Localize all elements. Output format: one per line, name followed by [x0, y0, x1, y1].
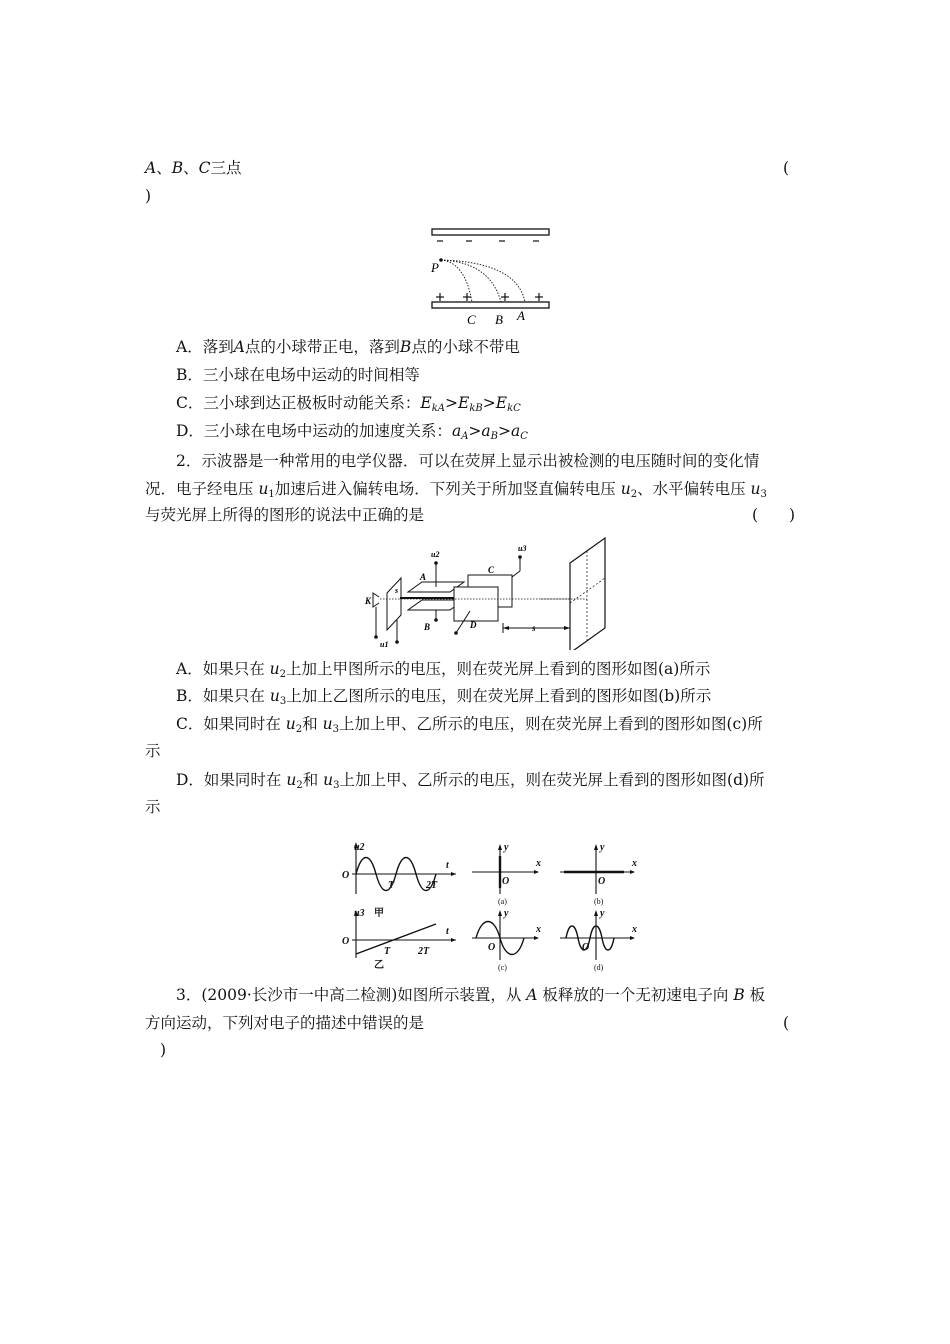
q2-l2-a: 况．电子经电压 — [145, 480, 259, 498]
yi-origin: O — [342, 936, 350, 947]
yi-t2: 2T — [418, 946, 430, 957]
point-b: B — [171, 159, 184, 177]
b-origin: O — [598, 876, 606, 887]
label-u1: u1 — [380, 640, 389, 649]
b-y-arrow — [594, 844, 598, 850]
q2-l2-u1: u — [258, 480, 269, 498]
u1-terminal-2 — [395, 640, 399, 644]
q2-l2-c: 、水平偏转电压 — [637, 480, 751, 498]
q1-option-d-s2: B — [490, 431, 499, 442]
q2-oc-s3: 3 — [332, 724, 339, 735]
q2-option-a — [176, 659, 710, 685]
q2-l2-b: 加速后进入偏转电场．下列关于所加竖直偏转电压 — [274, 480, 621, 498]
label-k: K — [365, 596, 372, 606]
label-u3: u3 — [518, 544, 527, 553]
yi-u-label: u3 — [354, 908, 365, 919]
q2-oc-b: 上加上甲、乙所示的电压，则在荧光屏上看到的图形如图(c)所 — [338, 715, 763, 733]
q1-paren-close: ) — [145, 187, 152, 205]
q2-oa-u: u — [269, 660, 280, 678]
q2-option-d — [176, 770, 765, 796]
q1-option-c-e3: E — [495, 394, 508, 412]
screen — [570, 538, 605, 650]
q2-od-b: 上加上甲、乙所示的电压，则在荧光屏上看到的图形如图(d)所 — [339, 771, 765, 789]
d-x-arrow — [630, 936, 635, 940]
jia-t-arrow — [451, 872, 456, 876]
label-p: P — [431, 260, 439, 275]
u3-terminal — [518, 555, 522, 559]
q1-option-d-s1: A — [461, 431, 469, 442]
q2-oc-s2: 2 — [295, 724, 303, 735]
a-origin: O — [502, 876, 510, 887]
q1-option-c-gt2: > — [482, 394, 496, 412]
c-lead — [512, 571, 520, 577]
q1-option-c-s1: kA — [431, 403, 445, 414]
q3-l1-a: 3．(2009·长沙市一中高二检测)如图所示装置，从 — [176, 986, 527, 1004]
trajectories — [441, 260, 525, 302]
q3-l1-p2: B — [733, 986, 745, 1004]
q2-paren: ( ) — [752, 506, 796, 524]
q2-od-and: 和 — [302, 771, 324, 789]
d-origin: O — [582, 942, 590, 953]
q2-od-u1: u — [286, 771, 297, 789]
q2-ob-s: 3 — [279, 696, 287, 707]
q1-option-a-tail: 点的小球不带电 — [411, 338, 520, 356]
b-terminal — [434, 618, 438, 622]
q1-option-c-s2: kB — [469, 403, 483, 414]
q3-stem-line2: 方向运动，下列对电子的描述中错误的是 — [145, 1014, 425, 1032]
q2-oc-u2: u — [322, 715, 333, 733]
q2-stem-line2 — [145, 479, 767, 505]
q2-ob-b: 上加上乙图所示的电压，则在荧光屏上看到的图形如图(b)所示 — [286, 687, 712, 705]
c-x-label: x — [536, 924, 541, 935]
q1-option-d-gt2: > — [498, 422, 512, 440]
jia-origin: O — [342, 870, 350, 881]
q2-option-b — [176, 686, 711, 712]
waveform-figure — [338, 838, 648, 973]
q2-od-s2: 2 — [296, 780, 303, 791]
q2-od-a: D．如果同时在 — [176, 771, 287, 789]
u2-terminal — [434, 561, 438, 565]
c-x-arrow — [534, 936, 539, 940]
jia-t1: T — [388, 880, 395, 891]
cathode — [373, 593, 379, 607]
c-y-arrow — [498, 910, 502, 916]
distance-s-arrow1 — [503, 626, 509, 630]
q1-option-c-e1: E — [420, 394, 432, 412]
q1-option-d — [176, 421, 528, 447]
q1-option-a-mid: 点的小球带正电，落到 — [244, 338, 400, 356]
capacitor-figure — [425, 222, 555, 330]
b-y-label: y — [600, 842, 605, 853]
yi-t-arrow — [451, 938, 456, 942]
q1-option-d-gt1: > — [468, 422, 482, 440]
b-x-label: x — [632, 858, 637, 869]
q3-l1-c: 板 — [744, 986, 766, 1004]
q3-stem-line1 — [176, 985, 765, 1005]
label-c: C — [467, 312, 476, 327]
q2-od-s3: 3 — [333, 780, 340, 791]
jia-t2: 2T — [426, 880, 438, 891]
label-u2: u2 — [431, 550, 440, 559]
q2-l2-s3: 3 — [760, 489, 767, 500]
jia-caption: 甲 — [374, 908, 384, 919]
b-caption: (b) — [594, 897, 604, 906]
q1-stem-text: 三点 — [210, 159, 242, 177]
label-b: B — [424, 622, 431, 632]
oscilloscope-figure — [360, 535, 610, 650]
q1-option-c-s3: kC — [507, 403, 521, 414]
jia-u-label: u2 — [354, 842, 365, 853]
label-b: B — [495, 312, 503, 327]
jia-t-label: t — [446, 860, 449, 871]
q1-option-c-gt1: > — [444, 394, 458, 412]
label-d: D — [470, 620, 477, 630]
q2-od-u2: u — [323, 771, 334, 789]
d-y-arrow — [594, 910, 598, 916]
q1-option-a — [176, 337, 520, 357]
a-x-label: x — [536, 858, 541, 869]
q1-option-d-text: D．三小球在电场中运动的加速度关系： — [176, 422, 452, 440]
q2-l2-u2: u — [620, 480, 631, 498]
q2-l2-s1: 1 — [268, 489, 275, 500]
q1-option-c-text: C．三小球到达正极板时动能关系： — [176, 394, 421, 412]
d-terminal — [454, 631, 458, 635]
yi-caption: 乙 — [374, 960, 384, 971]
q2-ob-u: u — [269, 687, 280, 705]
q2-stem-line1: 2．示波器是一种常用的电学仪器．可以在荧屏上显示出被检测的电压随时间的变化情 — [176, 452, 760, 470]
label-a: A — [517, 308, 525, 323]
q2-option-c — [176, 714, 763, 740]
q2-oc-u1: u — [285, 715, 296, 733]
a-x-arrow — [534, 870, 539, 874]
plus-signs — [436, 293, 543, 301]
q1-option-c-e2: E — [457, 394, 470, 412]
yi-t1: T — [384, 946, 391, 957]
q1-option-d-s3: C — [520, 431, 528, 442]
q1-option-d-a2: a — [481, 422, 491, 440]
q1-option-a-text: A．落到 — [176, 338, 234, 356]
negative-plate — [432, 229, 549, 235]
q1-paren-open: ( — [783, 159, 790, 177]
b-x-arrow — [630, 870, 635, 874]
label-distance-s: s — [532, 623, 536, 633]
q1-option-d-a3: a — [511, 422, 521, 440]
a-y-label: y — [504, 842, 509, 853]
q1-option-c — [176, 393, 521, 419]
u1-terminal — [374, 635, 378, 639]
q3-paren-close: ) — [160, 1041, 167, 1059]
q2-l2-s2: 2 — [630, 489, 638, 500]
q2-oa-s: 2 — [279, 669, 286, 680]
q1-option-a-p1: A — [233, 338, 245, 356]
q2-option-d-wrap: 示 — [145, 798, 161, 816]
a-caption: (a) — [498, 897, 507, 906]
q2-stem-line3: 与荧光屏上所得的图形的说法中正确的是 — [145, 506, 425, 524]
q2-ob-a: B．如果只在 — [176, 687, 270, 705]
q3-l1-b: 板释放的一个无初速电子向 — [537, 986, 734, 1004]
point-c: C — [198, 159, 211, 177]
q2-oa-b: 上加上甲图所示的电压，则在荧光屏上看到的图形如图(a)所示 — [285, 660, 711, 678]
c-origin: O — [488, 942, 496, 953]
plate-d — [454, 587, 498, 621]
c-y-label: y — [504, 908, 509, 919]
label-c: C — [488, 565, 495, 575]
label-a: A — [420, 572, 427, 582]
positive-plate — [432, 302, 549, 308]
q1-stem: A、B、C三点 — [145, 159, 242, 177]
label-s: s — [395, 586, 399, 595]
c-caption: (c) — [498, 963, 507, 972]
d-x-label: x — [632, 924, 637, 935]
q3-l1-p1: A — [526, 986, 538, 1004]
q2-l2-u3: u — [750, 480, 761, 498]
q2-oc-and: 和 — [302, 715, 323, 733]
yi-t-label: t — [446, 926, 449, 937]
q1-option-b: B．三小球在电场中运动的时间相等 — [176, 366, 420, 384]
q3-paren-open: ( — [783, 1014, 790, 1032]
q1-option-d-a1: a — [451, 422, 462, 440]
q2-option-c-wrap: 示 — [145, 742, 161, 760]
q2-oa-a: A．如果只在 — [176, 660, 270, 678]
a-y-arrow — [498, 844, 502, 850]
d-caption: (d) — [594, 963, 604, 972]
d-y-label: y — [600, 908, 605, 919]
accelerating-plate — [387, 578, 401, 630]
q1-option-a-p2: B — [399, 338, 412, 356]
distance-s-arrow2 — [564, 626, 570, 630]
q2-oc-a: C．如果同时在 — [176, 715, 286, 733]
point-a: A — [145, 159, 157, 177]
